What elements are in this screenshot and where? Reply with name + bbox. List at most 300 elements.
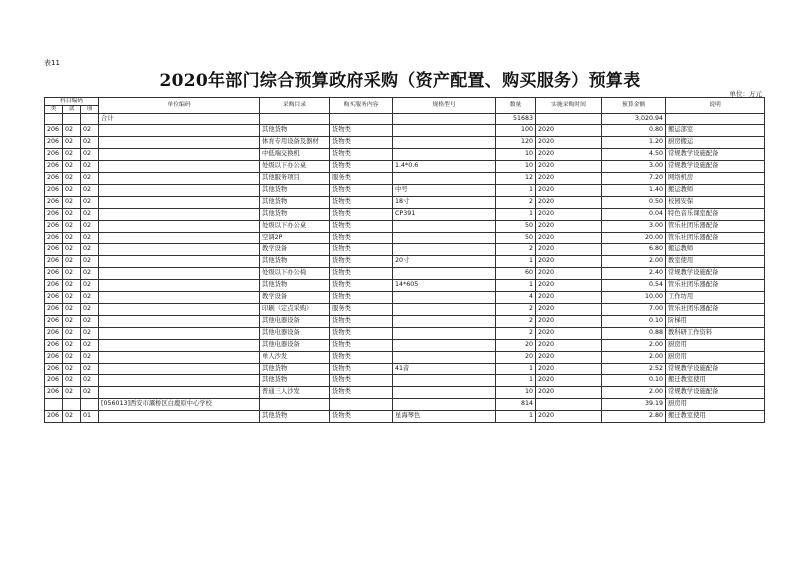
unit-code-cell <box>99 304 260 316</box>
service-cell: 货物类 <box>330 196 393 208</box>
catalog-cell: 其他货物 <box>260 411 330 423</box>
xiang-cell: 02 <box>81 375 99 387</box>
unit-code-cell <box>99 268 260 280</box>
table-row <box>45 339 765 351</box>
time-cell: 2020 <box>536 304 602 316</box>
kuan-cell: 02 <box>63 173 81 185</box>
spec-cell: CP391 <box>393 208 496 220</box>
unit-code-header: 单位编码 <box>99 98 260 114</box>
amount-cell: 1.40 <box>602 184 666 196</box>
xiang-cell: 02 <box>81 280 99 292</box>
spec-cell <box>393 173 496 185</box>
catalog-cell: 其他电器设备 <box>260 315 330 327</box>
unit-code-cell <box>99 339 260 351</box>
lei-cell: 206 <box>45 125 63 137</box>
xiang-cell: 02 <box>81 161 99 173</box>
table-row <box>45 113 765 125</box>
note-cell: 常规教学设施配备 <box>666 161 765 173</box>
unit-code-cell <box>99 232 260 244</box>
spec-cell <box>393 149 496 161</box>
catalog-cell: 体育专用设备及器材 <box>260 137 330 149</box>
time-cell: 2020 <box>536 220 602 232</box>
unit-code-cell <box>99 315 260 327</box>
lei-cell: 206 <box>45 220 63 232</box>
xiang-cell: 02 <box>81 363 99 375</box>
kuan-cell: 02 <box>63 315 81 327</box>
qty-cell: 1 <box>496 208 536 220</box>
spec-cell: 中号 <box>393 184 496 196</box>
note-cell: 阶梯用 <box>666 315 765 327</box>
catalog-cell: 空调2P <box>260 232 330 244</box>
note-cell: 工作坊用 <box>666 292 765 304</box>
spec-cell: 41音 <box>393 363 496 375</box>
catalog-cell: 其他货物 <box>260 208 330 220</box>
service-cell: 货物类 <box>330 315 393 327</box>
note-cell: 常规教学设施配备 <box>666 149 765 161</box>
spec-cell <box>393 387 496 399</box>
xiang-cell: 02 <box>81 304 99 316</box>
catalog-cell: 教学设备 <box>260 292 330 304</box>
xiang-cell: 02 <box>81 208 99 220</box>
xiang-cell: 02 <box>81 149 99 161</box>
lei-cell: 206 <box>45 375 63 387</box>
catalog-cell: 处级以下办公桌 <box>260 161 330 173</box>
xiang-cell: 02 <box>81 315 99 327</box>
qty-cell: 2 <box>496 244 536 256</box>
time-cell: 2020 <box>536 149 602 161</box>
spec-cell <box>393 220 496 232</box>
lei-cell: 206 <box>45 327 63 339</box>
qty-cell: 2 <box>496 327 536 339</box>
amount-cell: 0.04 <box>602 208 666 220</box>
xiang-cell: 02 <box>81 256 99 268</box>
table-row <box>45 351 765 363</box>
table-row <box>45 196 765 208</box>
kuan-cell: 02 <box>63 363 81 375</box>
spec-cell <box>393 327 496 339</box>
note-cell: 管乐社团乐器配备 <box>666 280 765 292</box>
catalog-cell: 其他货物 <box>260 363 330 375</box>
note-cell: 教科研工作资料 <box>666 327 765 339</box>
unit-label: 单位：万元 <box>729 90 762 98</box>
spec-cell: 1.4*0.6 <box>393 161 496 173</box>
time-cell: 2020 <box>536 327 602 339</box>
catalog-cell: 其他服务项目 <box>260 173 330 185</box>
catalog-cell: 其他电器设备 <box>260 327 330 339</box>
lei-cell: 206 <box>45 244 63 256</box>
header-row-1 <box>45 98 765 106</box>
kuan-cell: 02 <box>63 375 81 387</box>
time-cell: 2020 <box>536 351 602 363</box>
table-row <box>45 399 765 411</box>
catalog-header: 采购目录 <box>260 98 330 114</box>
catalog-cell: 其他货物 <box>260 184 330 196</box>
service-cell: 货物类 <box>330 387 393 399</box>
note-cell: 教室使用 <box>666 256 765 268</box>
service-cell: 货物类 <box>330 280 393 292</box>
note-cell: 搬运部室 <box>666 125 765 137</box>
xiang-cell: 02 <box>81 351 99 363</box>
unit-code-cell <box>99 161 260 173</box>
xiang-cell <box>81 399 99 411</box>
budget-table <box>44 97 765 423</box>
unit-code-cell: 合计 <box>99 113 260 125</box>
kuan-cell: 02 <box>63 196 81 208</box>
kuan-cell: 02 <box>63 411 81 423</box>
qty-cell: 50 <box>496 220 536 232</box>
unit-code-cell <box>99 149 260 161</box>
xiang-cell: 02 <box>81 327 99 339</box>
amount-cell: 2.00 <box>602 256 666 268</box>
kuan-cell: 02 <box>63 387 81 399</box>
spec-cell <box>393 315 496 327</box>
service-cell <box>330 113 393 125</box>
qty-cell: 20 <box>496 351 536 363</box>
amount-cell: 2.00 <box>602 351 666 363</box>
amount-cell: 3,020.94 <box>602 113 666 125</box>
time-cell: 2020 <box>536 125 602 137</box>
amount-cell: 1.20 <box>602 137 666 149</box>
spec-header: 规格型号 <box>393 98 496 114</box>
unit-code-cell <box>99 351 260 363</box>
qty-cell: 4 <box>496 292 536 304</box>
unit-code-cell <box>99 208 260 220</box>
qty-cell: 2 <box>496 304 536 316</box>
service-cell: 货物类 <box>330 351 393 363</box>
kuan-cell: 02 <box>63 327 81 339</box>
amount-cell: 0.88 <box>602 327 666 339</box>
spec-cell <box>393 244 496 256</box>
table-row <box>45 232 765 244</box>
time-cell: 2020 <box>536 173 602 185</box>
catalog-cell: 普通三人沙发 <box>260 387 330 399</box>
note-cell: 校园安保 <box>666 196 765 208</box>
time-cell <box>536 399 602 411</box>
note-cell <box>666 113 765 125</box>
service-cell: 货物类 <box>330 184 393 196</box>
table-row <box>45 244 765 256</box>
note-cell: 管乐社团乐器配备 <box>666 304 765 316</box>
time-cell: 2020 <box>536 339 602 351</box>
amount-cell: 2.40 <box>602 268 666 280</box>
table-row <box>45 315 765 327</box>
lei-cell: 206 <box>45 184 63 196</box>
lei-cell: 206 <box>45 161 63 173</box>
spec-cell <box>393 399 496 411</box>
kuan-cell: 02 <box>63 256 81 268</box>
table-row <box>45 292 765 304</box>
amount-cell: 0.80 <box>602 125 666 137</box>
table-row <box>45 387 765 399</box>
table-row <box>45 304 765 316</box>
kuan-cell: 02 <box>63 220 81 232</box>
unit-code-cell <box>99 363 260 375</box>
table-row <box>45 363 765 375</box>
lei-cell: 206 <box>45 292 63 304</box>
amount-cell: 7.20 <box>602 173 666 185</box>
service-cell: 货物类 <box>330 268 393 280</box>
note-cell: 厨房用 <box>666 351 765 363</box>
table-row <box>45 173 765 185</box>
spec-cell <box>393 113 496 125</box>
lei-cell <box>45 399 63 411</box>
lei-cell: 206 <box>45 173 63 185</box>
catalog-cell: 单人沙发 <box>260 351 330 363</box>
kuan-cell <box>63 113 81 125</box>
time-cell: 2020 <box>536 315 602 327</box>
amount-cell: 2.52 <box>602 363 666 375</box>
kuan-cell: 02 <box>63 292 81 304</box>
amount-cell: 0.54 <box>602 280 666 292</box>
lei-header: 类 <box>45 106 63 114</box>
catalog-cell <box>260 399 330 411</box>
note-cell: 搬运教师 <box>666 244 765 256</box>
time-cell: 2020 <box>536 232 602 244</box>
unit-code-cell <box>99 292 260 304</box>
lei-cell: 206 <box>45 304 63 316</box>
amount-cell: 2.80 <box>602 411 666 423</box>
amount-cell: 0.50 <box>602 196 666 208</box>
xiang-cell: 02 <box>81 220 99 232</box>
xiang-cell: 01 <box>81 411 99 423</box>
kuan-cell <box>63 399 81 411</box>
lei-cell: 206 <box>45 411 63 423</box>
unit-code-cell <box>99 244 260 256</box>
kuan-cell: 02 <box>63 280 81 292</box>
unit-code-cell <box>99 196 260 208</box>
spec-cell: 星海琴色 <box>393 411 496 423</box>
kuan-cell: 02 <box>63 351 81 363</box>
xiang-cell: 02 <box>81 125 99 137</box>
kuan-cell: 02 <box>63 208 81 220</box>
table-row <box>45 256 765 268</box>
catalog-cell: 中低端交换机 <box>260 149 330 161</box>
time-header: 实施采购时间 <box>536 98 602 114</box>
amount-cell: 6.80 <box>602 244 666 256</box>
unit-code-cell <box>99 280 260 292</box>
xiang-cell: 02 <box>81 268 99 280</box>
qty-cell: 50 <box>496 232 536 244</box>
table-row <box>45 208 765 220</box>
qty-cell: 1 <box>496 363 536 375</box>
note-cell: 常规教学设施配备 <box>666 387 765 399</box>
amount-cell: 0.10 <box>602 315 666 327</box>
unit-code-cell <box>99 173 260 185</box>
catalog-cell: 处级以下办公椅 <box>260 268 330 280</box>
service-cell: 服务类 <box>330 304 393 316</box>
amount-cell: 39.19 <box>602 399 666 411</box>
time-cell: 2020 <box>536 137 602 149</box>
kuan-cell: 02 <box>63 137 81 149</box>
lei-cell: 206 <box>45 196 63 208</box>
spec-cell <box>393 375 496 387</box>
spec-cell <box>393 292 496 304</box>
unit-code-cell <box>99 387 260 399</box>
service-cell: 货物类 <box>330 244 393 256</box>
qty-cell: 51683 <box>496 113 536 125</box>
note-cell: 搬迁教室使用 <box>666 411 765 423</box>
qty-cell: 100 <box>496 125 536 137</box>
amount-cell: 3.00 <box>602 161 666 173</box>
document-title: 2020年部门综合预算政府采购（资产配置、购买服务）预算表 <box>159 71 641 91</box>
qty-cell: 12 <box>496 173 536 185</box>
note-cell: 管乐社团乐器配备 <box>666 232 765 244</box>
catalog-cell: 教学设备 <box>260 244 330 256</box>
table-row <box>45 125 765 137</box>
lei-cell: 206 <box>45 387 63 399</box>
table-row <box>45 220 765 232</box>
time-cell: 2020 <box>536 256 602 268</box>
service-cell: 货物类 <box>330 161 393 173</box>
spec-cell <box>393 125 496 137</box>
amount-cell: 7.00 <box>602 304 666 316</box>
time-cell: 2020 <box>536 387 602 399</box>
amount-cell: 2.00 <box>602 339 666 351</box>
service-cell: 货物类 <box>330 256 393 268</box>
service-cell: 货物类 <box>330 327 393 339</box>
xiang-header: 项 <box>81 106 99 114</box>
kuan-cell: 02 <box>63 125 81 137</box>
service-cell: 货物类 <box>330 208 393 220</box>
catalog-cell <box>260 113 330 125</box>
note-cell: 常规教学设施配备 <box>666 268 765 280</box>
service-cell <box>330 399 393 411</box>
kuan-cell: 02 <box>63 339 81 351</box>
catalog-cell: 其他货物 <box>260 196 330 208</box>
lei-cell: 206 <box>45 315 63 327</box>
note-cell: 网络机房 <box>666 173 765 185</box>
table-row <box>45 375 765 387</box>
qty-cell: 1 <box>496 280 536 292</box>
qty-cell: 20 <box>496 339 536 351</box>
lei-cell: 206 <box>45 363 63 375</box>
xiang-cell: 02 <box>81 387 99 399</box>
lei-cell: 206 <box>45 137 63 149</box>
qty-cell: 120 <box>496 137 536 149</box>
spec-cell: 18寸 <box>393 196 496 208</box>
unit-code-cell: [056013]西安市灞桥区白鹿原中心学校 <box>99 399 260 411</box>
unit-code-cell <box>99 256 260 268</box>
amount-cell: 3.00 <box>602 220 666 232</box>
qty-cell: 10 <box>496 387 536 399</box>
qty-cell: 2 <box>496 315 536 327</box>
lei-cell: 206 <box>45 232 63 244</box>
unit-code-cell <box>99 411 260 423</box>
kuan-cell: 02 <box>63 268 81 280</box>
xiang-cell: 02 <box>81 244 99 256</box>
lei-cell: 206 <box>45 351 63 363</box>
xiang-cell: 02 <box>81 292 99 304</box>
xiang-cell: 02 <box>81 184 99 196</box>
time-cell: 2020 <box>536 411 602 423</box>
time-cell: 2020 <box>536 184 602 196</box>
spec-cell <box>393 137 496 149</box>
catalog-cell: 处级以下办公桌 <box>260 220 330 232</box>
qty-cell: 60 <box>496 268 536 280</box>
unit-code-cell <box>99 327 260 339</box>
qty-header: 数量 <box>496 98 536 114</box>
xiang-cell: 02 <box>81 173 99 185</box>
xiang-cell: 02 <box>81 339 99 351</box>
subject-code-header: 科目编码 <box>45 98 99 106</box>
service-cell: 货物类 <box>330 220 393 232</box>
spec-cell: 14*605 <box>393 280 496 292</box>
amount-cell: 4.50 <box>602 149 666 161</box>
lei-cell: 206 <box>45 339 63 351</box>
qty-cell: 10 <box>496 149 536 161</box>
service-cell: 货物类 <box>330 375 393 387</box>
xiang-cell <box>81 113 99 125</box>
service-cell: 货物类 <box>330 149 393 161</box>
catalog-cell: 其他电器设备 <box>260 339 330 351</box>
table-number: 表11 <box>44 59 60 67</box>
qty-cell: 1 <box>496 411 536 423</box>
note-header: 说明 <box>666 98 765 114</box>
table-row <box>45 411 765 423</box>
note-cell: 搬运教师 <box>666 184 765 196</box>
note-cell: 管乐社团乐器配备 <box>666 220 765 232</box>
xiang-cell: 02 <box>81 232 99 244</box>
qty-cell: 814 <box>496 399 536 411</box>
qty-cell: 2 <box>496 196 536 208</box>
catalog-cell: 其他货物 <box>260 280 330 292</box>
amount-cell: 10.00 <box>602 292 666 304</box>
table-row <box>45 137 765 149</box>
lei-cell: 206 <box>45 149 63 161</box>
service-cell: 货物类 <box>330 125 393 137</box>
qty-cell: 1 <box>496 375 536 387</box>
spec-cell: 20寸 <box>393 256 496 268</box>
time-cell: 2020 <box>536 375 602 387</box>
table-row <box>45 327 765 339</box>
qty-cell: 1 <box>496 256 536 268</box>
unit-code-cell <box>99 137 260 149</box>
spec-cell <box>393 351 496 363</box>
note-cell: 厨房搬运 <box>666 137 765 149</box>
kuan-cell: 02 <box>63 161 81 173</box>
table-row <box>45 184 765 196</box>
kuan-cell: 02 <box>63 184 81 196</box>
time-cell: 2020 <box>536 196 602 208</box>
unit-code-cell <box>99 375 260 387</box>
table-row <box>45 280 765 292</box>
spec-cell <box>393 232 496 244</box>
note-cell: 厨房用 <box>666 399 765 411</box>
lei-cell: 206 <box>45 208 63 220</box>
time-cell: 2020 <box>536 363 602 375</box>
xiang-cell: 02 <box>81 137 99 149</box>
table-row <box>45 149 765 161</box>
qty-cell: 1 <box>496 184 536 196</box>
note-cell: 厨房用 <box>666 339 765 351</box>
time-cell: 2020 <box>536 280 602 292</box>
table-row <box>45 268 765 280</box>
spec-cell <box>393 304 496 316</box>
kuan-cell: 02 <box>63 149 81 161</box>
service-cell: 货物类 <box>330 292 393 304</box>
time-cell: 2020 <box>536 161 602 173</box>
table-row <box>45 161 765 173</box>
time-cell: 2020 <box>536 208 602 220</box>
catalog-cell: 其他货物 <box>260 125 330 137</box>
service-cell: 货物类 <box>330 232 393 244</box>
service-header: 购买服务内容 <box>330 98 393 114</box>
time-cell: 2020 <box>536 292 602 304</box>
spec-cell <box>393 268 496 280</box>
time-cell: 2020 <box>536 268 602 280</box>
service-cell: 服务类 <box>330 173 393 185</box>
amount-cell: 0.10 <box>602 375 666 387</box>
